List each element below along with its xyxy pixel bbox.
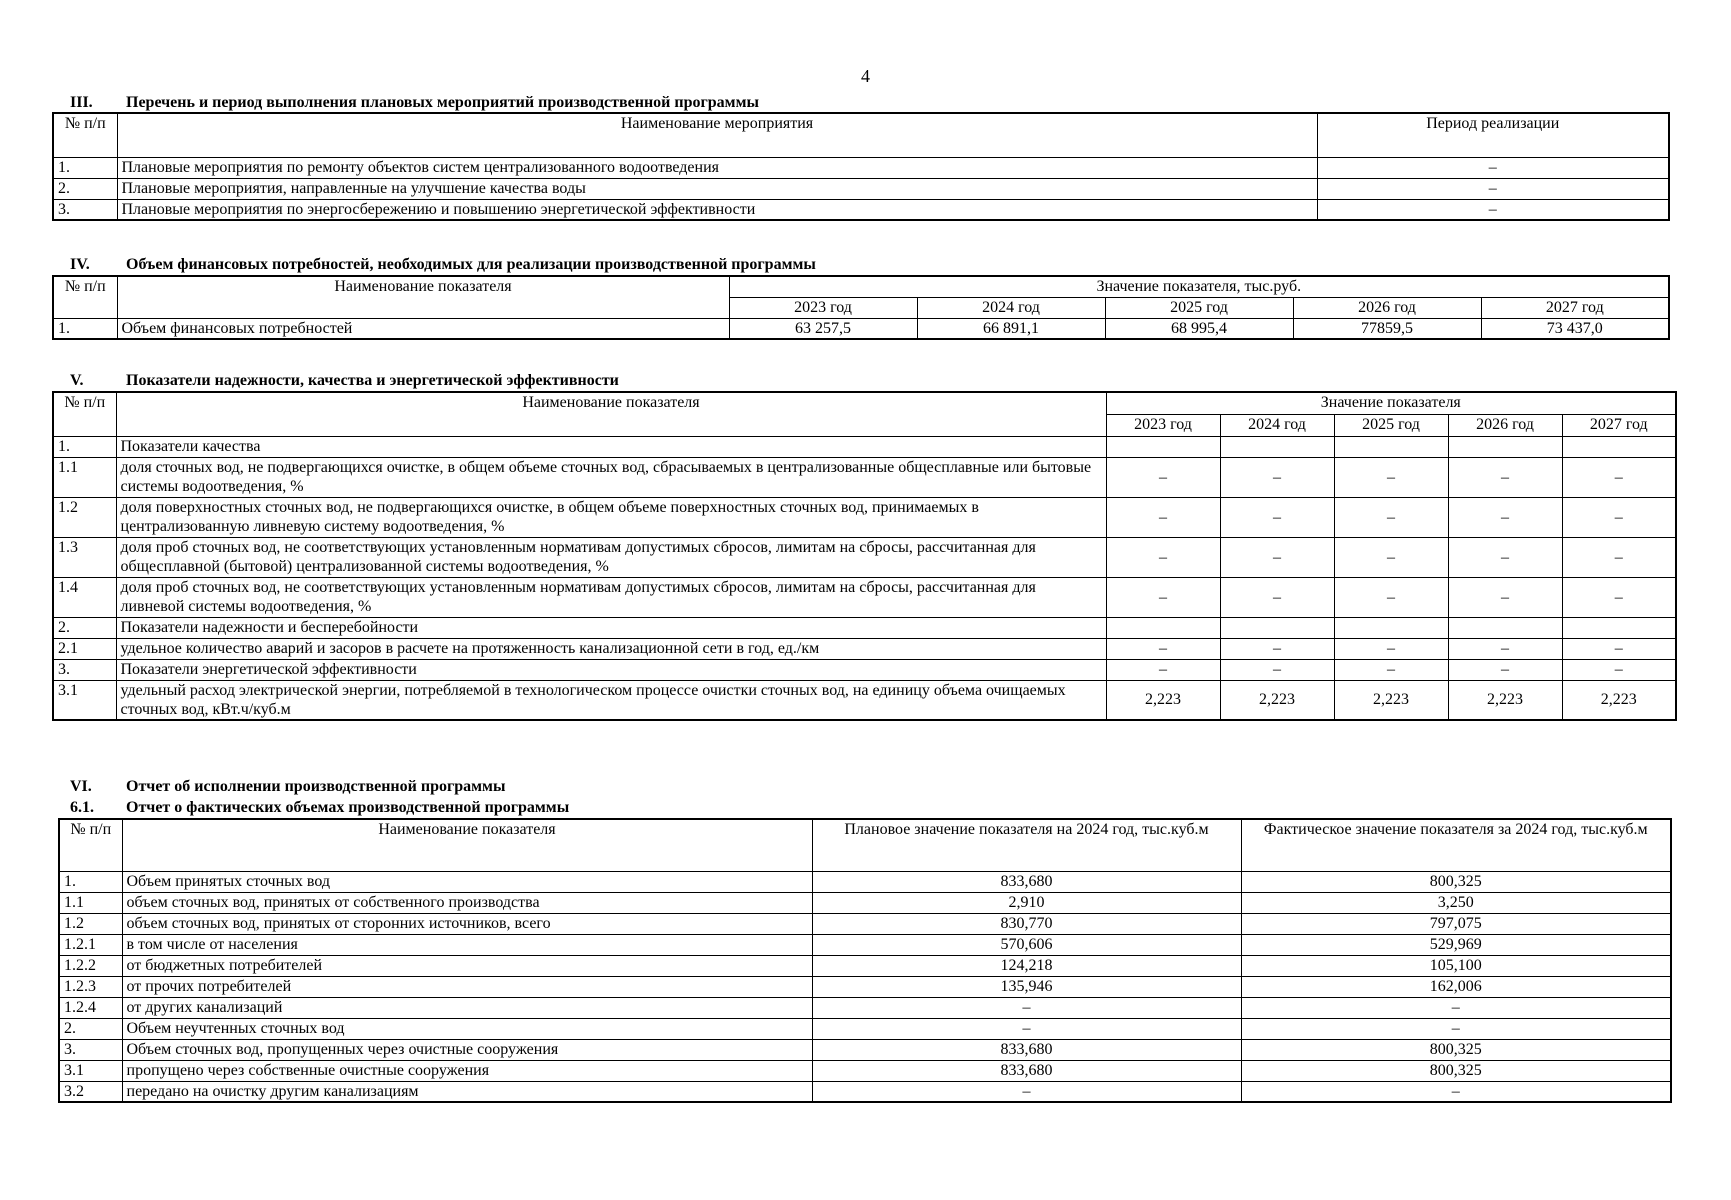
- row-number: 2.1: [53, 638, 116, 659]
- fact-value: –: [1241, 997, 1671, 1018]
- row-number: 1.1: [59, 892, 122, 913]
- year-value: [1448, 436, 1562, 457]
- header-no: № п/п: [53, 392, 116, 436]
- year-value: –: [1106, 457, 1220, 497]
- year-header: 2025 год: [1334, 414, 1448, 436]
- table-row: [53, 178, 1669, 199]
- year-header: 2027 год: [1562, 414, 1676, 436]
- year-value: –: [1220, 659, 1334, 680]
- row-number: 3.: [59, 1039, 122, 1060]
- table-row: [59, 871, 1671, 892]
- activity-name: Плановые мероприятия, направленные на улучшение качества воды: [117, 178, 1317, 199]
- year-value: [1106, 617, 1220, 638]
- year-value: –: [1334, 497, 1448, 537]
- year-value: 63 257,5: [729, 318, 917, 339]
- section-4-heading: [70, 256, 816, 274]
- indicator-name: удельное количество аварий и засоров в расчете на протяженность канализационной сети в год, ед./км: [116, 638, 1106, 659]
- year-value: 66 891,1: [917, 318, 1105, 339]
- row-number: 1.2.2: [59, 955, 122, 976]
- year-value: 2,223: [1220, 680, 1334, 720]
- plan-value: –: [812, 1018, 1241, 1039]
- year-value: –: [1106, 577, 1220, 617]
- section-4-number: IV.: [70, 256, 90, 273]
- row-number: 1.3: [53, 537, 116, 577]
- year-value: –: [1106, 659, 1220, 680]
- plan-value: 833,680: [812, 1060, 1241, 1081]
- year-value: –: [1448, 638, 1562, 659]
- table-row: [59, 913, 1671, 934]
- plan-value: 570,606: [812, 934, 1241, 955]
- indicator-name: объем сточных вод, принятых от собственного производства: [122, 892, 812, 913]
- row-number: 2.: [53, 617, 116, 638]
- indicator-name: от других канализаций: [122, 997, 812, 1018]
- fact-value: 797,075: [1241, 913, 1671, 934]
- table-row: [53, 436, 1676, 457]
- table-row: [59, 1039, 1671, 1060]
- row-number: 3.1: [53, 680, 116, 720]
- year-header: 2025 год: [1105, 297, 1293, 318]
- plan-value: 833,680: [812, 871, 1241, 892]
- header-plan-value: Плановое значение показателя на 2024 год, тыс.куб.м: [812, 819, 1241, 871]
- year-value: –: [1334, 537, 1448, 577]
- header-indicator-name: Наименование показателя: [116, 392, 1106, 436]
- period-value: –: [1317, 157, 1669, 178]
- section-5-title: Показатели надежности, качества и энергетической эффективности: [126, 372, 619, 389]
- year-value: –: [1448, 659, 1562, 680]
- header-fact-value: Фактическое значение показателя за 2024 год, тыс.куб.м: [1241, 819, 1671, 871]
- year-value: 73 437,0: [1481, 318, 1669, 339]
- year-value: –: [1106, 497, 1220, 537]
- period-value: –: [1317, 178, 1669, 199]
- table-row: [59, 997, 1671, 1018]
- table-row: [59, 976, 1671, 997]
- section-6-table: [58, 818, 1672, 1103]
- year-value: 68 995,4: [1105, 318, 1293, 339]
- fact-value: 529,969: [1241, 934, 1671, 955]
- year-value: –: [1106, 638, 1220, 659]
- row-number: 1.: [53, 436, 116, 457]
- fact-value: 800,325: [1241, 1039, 1671, 1060]
- row-number: 1.2.3: [59, 976, 122, 997]
- row-number: 2.: [59, 1018, 122, 1039]
- indicator-name: в том числе от населения: [122, 934, 812, 955]
- table-row: [53, 638, 1676, 659]
- year-value: 77859,5: [1293, 318, 1481, 339]
- year-value: –: [1334, 638, 1448, 659]
- indicator-name: удельный расход электрической энергии, потребляемой в технологическом процессе очистки сточных вод, на единицу объема очищаемых сточных вод, кВт.ч/куб.м: [116, 680, 1106, 720]
- plan-value: 2,910: [812, 892, 1241, 913]
- row-number: 1.1: [53, 457, 116, 497]
- indicator-name: Показатели качества: [116, 436, 1106, 457]
- section-3-title: Перечень и период выполнения плановых мероприятий производственной программы: [126, 94, 759, 111]
- header-no: № п/п: [53, 113, 117, 157]
- indicator-name: пропущено через собственные очистные сооружения: [122, 1060, 812, 1081]
- row-number: 1.2: [59, 913, 122, 934]
- year-value: [1562, 617, 1676, 638]
- row-number: 1.2.4: [59, 997, 122, 1018]
- row-number: 1.2.1: [59, 934, 122, 955]
- year-value: –: [1334, 457, 1448, 497]
- year-value: –: [1448, 457, 1562, 497]
- indicator-name: доля поверхностных сточных вод, не подвергающихся очистке, в общем объеме поверхностных сточных вод, принимаемых в централизованную ливневую систему водоотведения, %: [116, 497, 1106, 537]
- year-value: [1562, 436, 1676, 457]
- header-indicator-name: Наименование показателя: [117, 276, 729, 318]
- year-header: 2026 год: [1293, 297, 1481, 318]
- indicator-name: объем сточных вод, принятых от сторонних источников, всего: [122, 913, 812, 934]
- fact-value: –: [1241, 1018, 1671, 1039]
- table-row: [53, 199, 1669, 220]
- activity-name: Плановые мероприятия по энергосбережению и повышению энергетической эффективности: [117, 199, 1317, 220]
- header-activity-name: Наименование мероприятия: [117, 113, 1317, 157]
- section-4-title: Объем финансовых потребностей, необходимых для реализации производственной программы: [126, 256, 816, 273]
- row-number: 3.2: [59, 1081, 122, 1102]
- header-indicator-name: Наименование показателя: [122, 819, 812, 871]
- plan-value: 135,946: [812, 976, 1241, 997]
- plan-value: –: [812, 1081, 1241, 1102]
- year-value: 2,223: [1106, 680, 1220, 720]
- section-5-table: [52, 391, 1677, 721]
- header-no: № п/п: [53, 276, 117, 318]
- indicator-name: доля проб сточных вод, не соответствующих установленным нормативам допустимых сбросов, лимитам на сбросы, рассчитанная для общесплавной (бытовой) централизованной системы водоотведения, %: [116, 537, 1106, 577]
- year-value: [1334, 617, 1448, 638]
- year-header: 2023 год: [1106, 414, 1220, 436]
- year-header: 2027 год: [1481, 297, 1669, 318]
- year-value: –: [1220, 537, 1334, 577]
- plan-value: 124,218: [812, 955, 1241, 976]
- year-value: –: [1220, 577, 1334, 617]
- year-header: 2023 год: [729, 297, 917, 318]
- indicator-name: доля сточных вод, не подвергающихся очистке, в общем объеме сточных вод, сбрасываемых в централизованные общесплавные или бытовые системы водоотведения, %: [116, 457, 1106, 497]
- year-value: [1448, 617, 1562, 638]
- row-number: 3.: [53, 199, 117, 220]
- year-value: –: [1220, 457, 1334, 497]
- indicator-name: Показатели надежности и бесперебойности: [116, 617, 1106, 638]
- table-row: [59, 934, 1671, 955]
- section-6-heading: [70, 778, 505, 796]
- year-value: –: [1448, 497, 1562, 537]
- section-3-number: III.: [70, 94, 93, 111]
- table-row: [53, 457, 1676, 497]
- table-row: [59, 1060, 1671, 1081]
- table-row: [53, 497, 1676, 537]
- indicator-name: передано на очистку другим канализациям: [122, 1081, 812, 1102]
- indicator-name: от прочих потребителей: [122, 976, 812, 997]
- row-number: 2.: [53, 178, 117, 199]
- header-value: Значение показателя: [1106, 392, 1676, 414]
- year-header: 2024 год: [917, 297, 1105, 318]
- page-number: 4: [861, 66, 870, 86]
- indicator-name: Показатели энергетической эффективности: [116, 659, 1106, 680]
- indicator-name: Объем финансовых потребностей: [117, 318, 729, 339]
- table-row: [59, 1081, 1671, 1102]
- year-value: [1106, 436, 1220, 457]
- year-value: 2,223: [1334, 680, 1448, 720]
- activity-name: Плановые мероприятия по ремонту объектов систем централизованного водоотведения: [117, 157, 1317, 178]
- section-6-1-heading: [70, 799, 569, 817]
- year-value: –: [1562, 577, 1676, 617]
- year-header: 2026 год: [1448, 414, 1562, 436]
- fact-value: 3,250: [1241, 892, 1671, 913]
- indicator-name: доля проб сточных вод, не соответствующих установленным нормативам допустимых сбросов, лимитам на сбросы, рассчитанная для ливневой системы водоотведения, %: [116, 577, 1106, 617]
- plan-value: –: [812, 997, 1241, 1018]
- year-value: –: [1334, 577, 1448, 617]
- indicator-name: Объем сточных вод, пропущенных через очистные сооружения: [122, 1039, 812, 1060]
- table-row: [59, 892, 1671, 913]
- header-no: № п/п: [59, 819, 122, 871]
- fact-value: 105,100: [1241, 955, 1671, 976]
- table-row: [53, 577, 1676, 617]
- fact-value: –: [1241, 1081, 1671, 1102]
- row-number: 3.: [53, 659, 116, 680]
- year-value: –: [1448, 537, 1562, 577]
- year-value: –: [1220, 497, 1334, 537]
- year-value: –: [1220, 638, 1334, 659]
- indicator-name: от бюджетных потребителей: [122, 955, 812, 976]
- year-value: –: [1562, 497, 1676, 537]
- table-row: [53, 680, 1676, 720]
- header-value-rub: Значение показателя, тыс.руб.: [729, 276, 1669, 297]
- row-number: 1.2: [53, 497, 116, 537]
- section-6-title: Отчет об исполнении производственной программы: [126, 778, 506, 795]
- year-header: 2024 год: [1220, 414, 1334, 436]
- year-value: 2,223: [1448, 680, 1562, 720]
- section-6-1-title: Отчет о фактических объемах производственной программы: [126, 799, 570, 816]
- row-number: 1.: [53, 157, 117, 178]
- fact-value: 800,325: [1241, 871, 1671, 892]
- table-row: [59, 955, 1671, 976]
- table-row: [53, 659, 1676, 680]
- section-3-table: [52, 112, 1670, 221]
- row-number: 1.: [53, 318, 117, 339]
- year-value: [1334, 436, 1448, 457]
- row-number: 3.1: [59, 1060, 122, 1081]
- section-3-heading: [70, 94, 759, 112]
- header-period: Период реализации: [1317, 113, 1669, 157]
- plan-value: 833,680: [812, 1039, 1241, 1060]
- plan-value: 830,770: [812, 913, 1241, 934]
- year-value: –: [1562, 537, 1676, 577]
- year-value: –: [1106, 537, 1220, 577]
- row-number: 1.4: [53, 577, 116, 617]
- year-value: –: [1562, 638, 1676, 659]
- period-value: –: [1317, 199, 1669, 220]
- section-5-number: V.: [70, 372, 84, 389]
- section-6-number: VI.: [70, 778, 92, 795]
- row-number: 1.: [59, 871, 122, 892]
- table-row: [59, 1018, 1671, 1039]
- section-5-heading: [70, 372, 619, 390]
- year-value: [1220, 436, 1334, 457]
- table-row: [53, 318, 1669, 339]
- year-value: –: [1334, 659, 1448, 680]
- year-value: [1220, 617, 1334, 638]
- year-value: –: [1448, 577, 1562, 617]
- year-value: –: [1562, 659, 1676, 680]
- year-value: 2,223: [1562, 680, 1676, 720]
- fact-value: 800,325: [1241, 1060, 1671, 1081]
- table-row: [53, 537, 1676, 577]
- section-4-table: [52, 275, 1670, 340]
- indicator-name: Объем неучтенных сточных вод: [122, 1018, 812, 1039]
- section-6-1-number: 6.1.: [70, 799, 94, 816]
- fact-value: 162,006: [1241, 976, 1671, 997]
- table-row: [53, 617, 1676, 638]
- indicator-name: Объем принятых сточных вод: [122, 871, 812, 892]
- year-value: –: [1562, 457, 1676, 497]
- table-row: [53, 157, 1669, 178]
